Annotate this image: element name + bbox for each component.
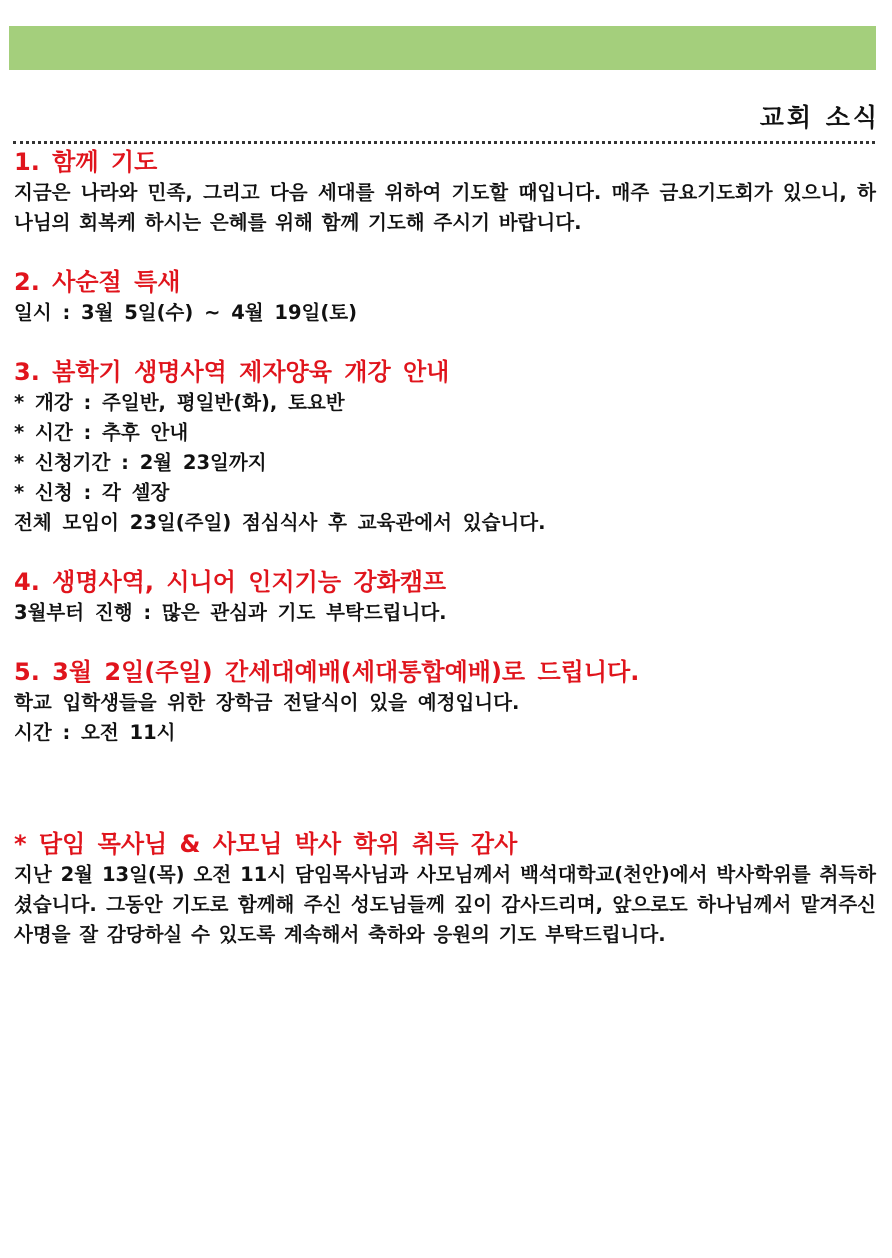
dotted-divider — [13, 141, 875, 144]
info-line: 학교 입학생들을 위한 장학금 전달식이 있을 예정입니다. — [14, 691, 520, 714]
section-intergenerational-worship — [14, 656, 876, 748]
section-doctorate-thanks — [14, 828, 876, 950]
info-line: * 신청 : 각 셀장 — [14, 481, 170, 504]
section-body: 지금은 나라와 민족, 그리고 다음 세대를 위하여 기도할 때입니다. 매주 금요기도회가 있으니, 하나님의 회복케 하시는 은혜를 위해 함께 기도해 주시기 바랍니다. — [14, 181, 876, 234]
section-title: 3. 봄학기 생명사역 제자양육 개강 안내 — [14, 358, 450, 386]
header-color-bar — [9, 26, 876, 70]
info-line: * 시간 : 추후 안내 — [14, 421, 189, 444]
info-line: * 개강 : 주일반, 평일반(화), 토요반 — [14, 391, 345, 414]
section-spring-discipleship — [14, 356, 876, 538]
section-body: 지난 2월 13일(목) 오전 11시 담임목사님과 사모님께서 백석대학교(천안)에서 박사학위를 취득하셨습니다. 그동안 기도로 함께해 주신 성도님들께 깊이 감사드리며, 앞으로도 하나님께서 맡겨주신 사명을 잘 감당하실 수 있도록 계속해서 축하와 응원의 기도 부탁드립니다. — [14, 863, 876, 946]
section-title: 5. 3월 2일(주일) 간세대예배(세대통합예배)로 드립니다. — [14, 658, 640, 686]
info-line: 전체 모임이 23일(주일) 점심식사 후 교육관에서 있습니다. — [14, 511, 546, 534]
info-line: 3월부터 진행 : 많은 관심과 기도 부탁드립니다. — [14, 601, 447, 624]
schedule-line: 일시 : 3월 5일(수) ~ 4월 19일(토) — [14, 301, 358, 324]
section-title: 1. 함께 기도 — [14, 148, 158, 176]
section-title: 4. 생명사역, 시니어 인지기능 강화캠프 — [14, 568, 447, 596]
section-title: * 담임 목사님 & 사모님 박사 학위 취득 감사 — [14, 830, 518, 858]
section-senior-camp — [14, 566, 876, 628]
section-prayer — [14, 146, 876, 238]
section-lent-dawn-prayer — [14, 266, 876, 328]
news-content — [14, 146, 876, 950]
info-line: 시간 : 오전 11시 — [14, 721, 176, 744]
info-line: * 신청기간 : 2월 23일까지 — [14, 451, 267, 474]
section-title: 2. 사순절 특새 — [14, 268, 181, 296]
page-title: 교회 소식 — [759, 103, 880, 132]
